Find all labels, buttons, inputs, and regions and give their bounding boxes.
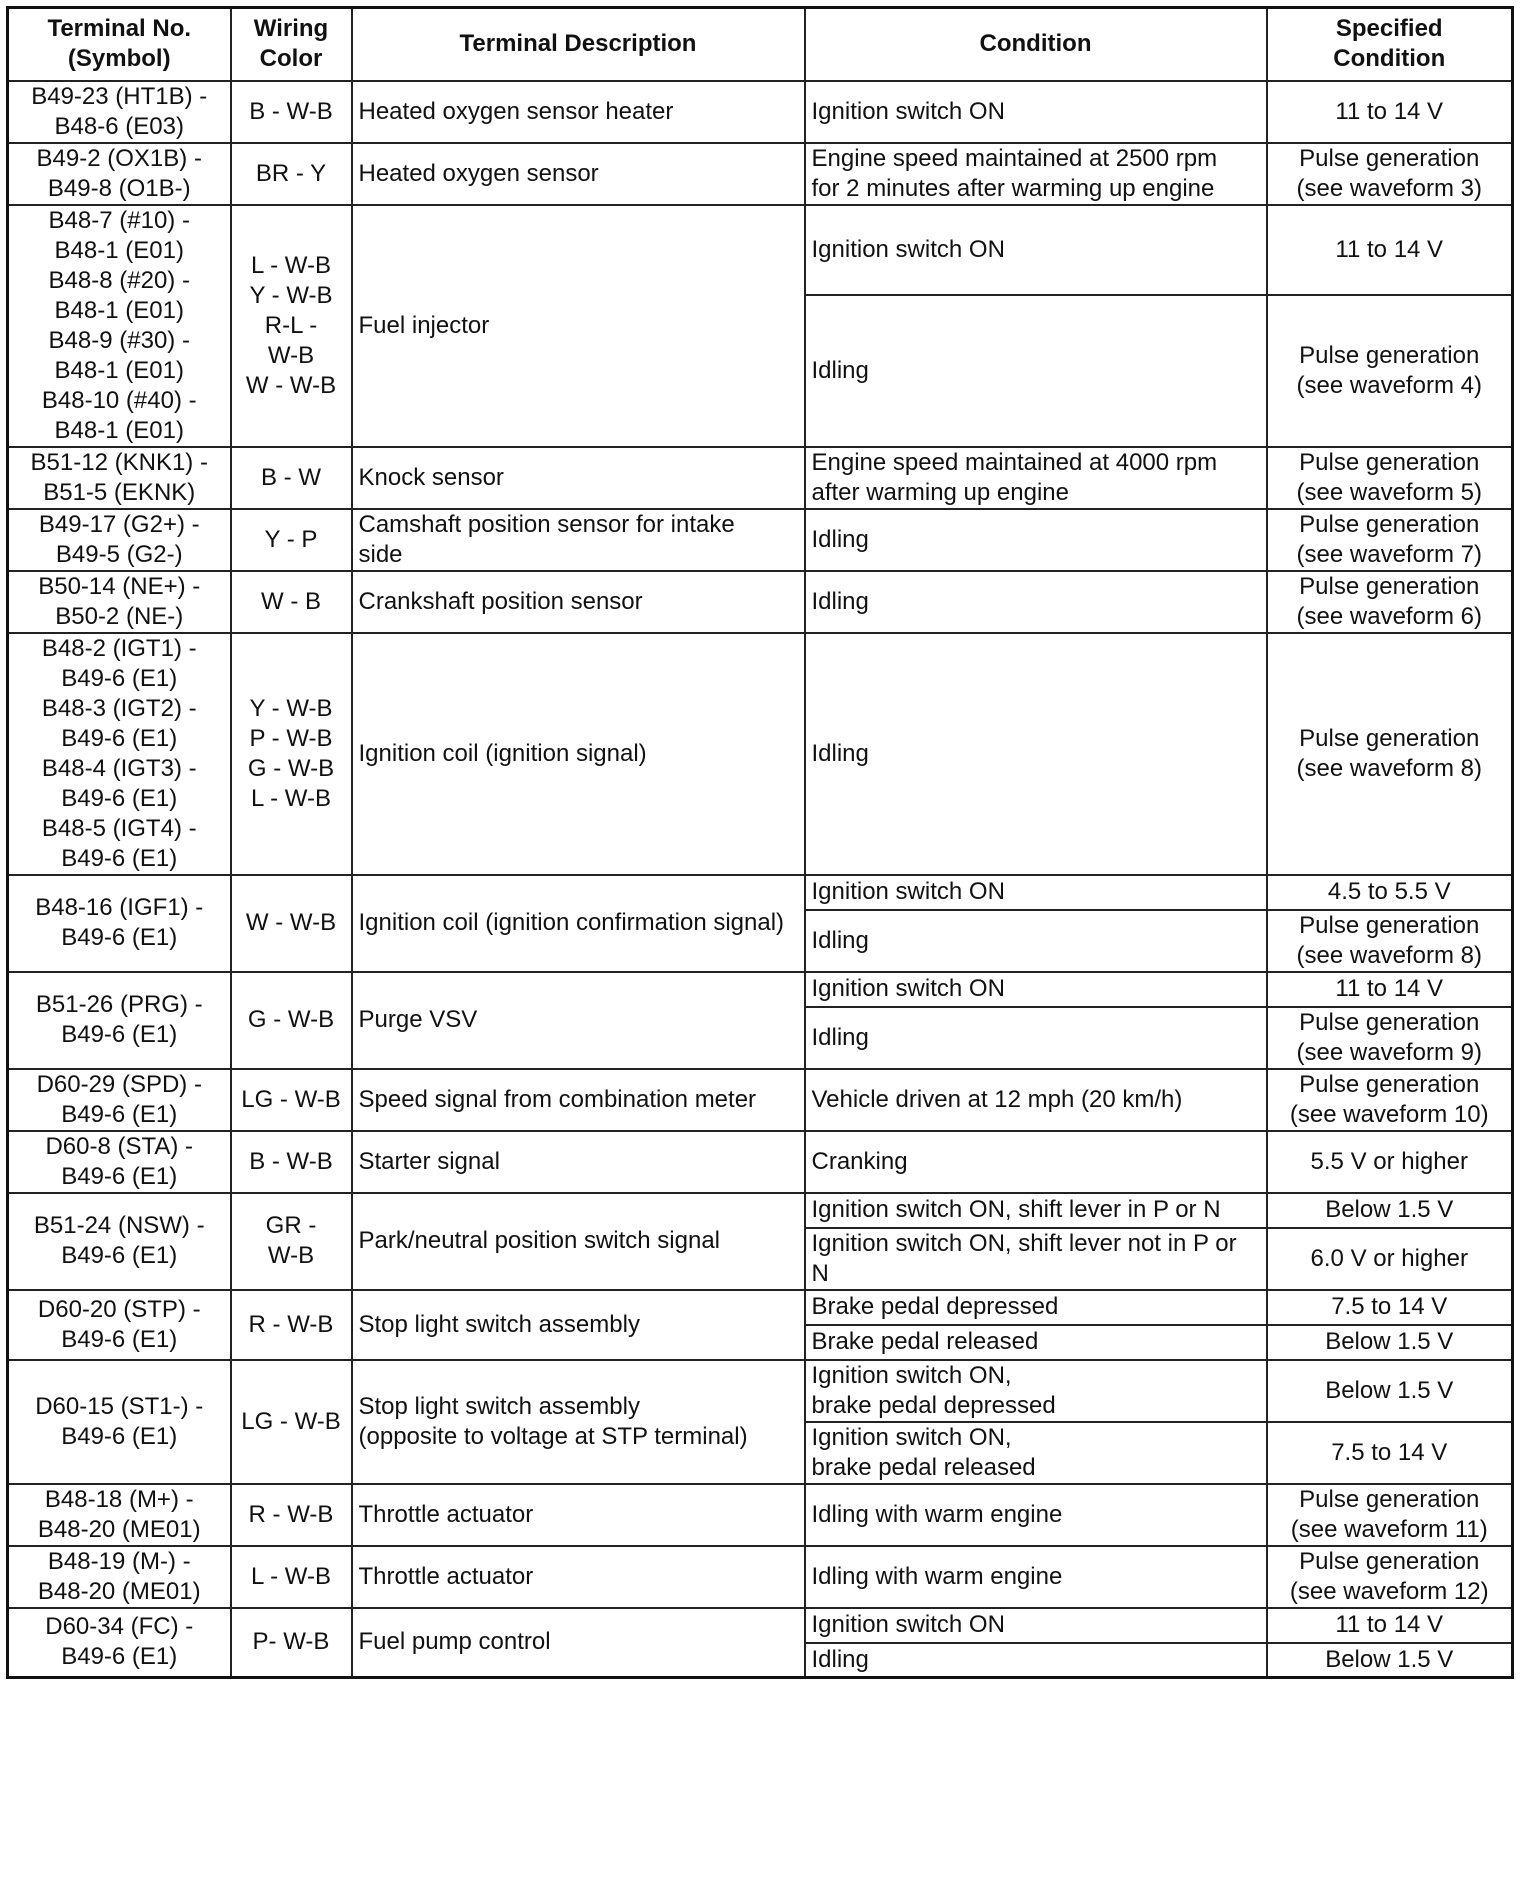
- text-line: Ignition coil (ignition signal): [358, 739, 647, 767]
- text-line: L - W-B: [250, 251, 331, 279]
- specified-condition-cell: [1267, 295, 1513, 446]
- specified-condition-cell: [1267, 447, 1513, 509]
- text-line: Knock sensor: [358, 463, 504, 491]
- text-line: B48-1 (E01): [54, 296, 184, 324]
- table-row: [8, 1069, 1513, 1131]
- text-line: Pulse generation: [1299, 341, 1480, 369]
- description-cell: [352, 1193, 805, 1290]
- condition-cell: [805, 571, 1267, 633]
- table-body: [8, 81, 1513, 1678]
- terminal-cell: [8, 571, 231, 633]
- text-line: Throttle actuator: [358, 1500, 534, 1528]
- condition-cell: [805, 81, 1267, 143]
- terminal-cell: [8, 633, 231, 875]
- terminal-cell: [8, 509, 231, 571]
- text-line: Brake pedal depressed: [811, 1293, 1059, 1320]
- text-line: B49-6 (E1): [61, 1242, 178, 1269]
- text-line: D60-15 (ST1-) -: [35, 1392, 204, 1420]
- text-line: B49-6 (E1): [61, 1162, 178, 1190]
- condition-cell: [805, 1325, 1267, 1360]
- header-terminal-no: [8, 8, 231, 81]
- terminal-cell: [8, 143, 231, 205]
- text-line: Purge VSV: [358, 1006, 478, 1033]
- text-line: Idling: [811, 926, 869, 954]
- text-line: Wiring: [253, 15, 329, 43]
- text-line: Pulse generation: [1299, 510, 1480, 538]
- text-line: (see waveform 9): [1296, 1038, 1482, 1066]
- text-line: Pulse generation: [1299, 448, 1480, 476]
- text-line: Ignition switch ON: [811, 235, 1005, 263]
- text-line: Idling with warm engine: [811, 1500, 1063, 1528]
- text-line: B48-7 (#10) -: [48, 206, 190, 234]
- table-row: [8, 205, 1513, 296]
- condition-cell: [805, 1131, 1267, 1193]
- text-line: Ignition switch ON, shift lever not in P or: [811, 1229, 1237, 1257]
- text-line: W - B: [261, 587, 321, 615]
- text-line: B49-5 (G2-): [55, 540, 183, 568]
- wiring-color-cell: [231, 143, 352, 205]
- text-line: Brake pedal released: [811, 1328, 1039, 1355]
- description-cell: [352, 1484, 805, 1546]
- terminal-cell: [8, 1290, 231, 1360]
- text-line: Pulse generation: [1299, 1070, 1480, 1098]
- text-line: Condition: [1333, 45, 1446, 73]
- condition-cell: [805, 1290, 1267, 1325]
- wiring-color-cell: [231, 1546, 352, 1608]
- specified-condition-cell: [1267, 1360, 1513, 1422]
- terminal-cell: [8, 205, 231, 447]
- condition-cell: [805, 143, 1267, 205]
- text-line: Condition: [979, 30, 1092, 58]
- text-line: B51-12 (KNK1) -: [30, 448, 208, 476]
- text-line: 11 to 14 V: [1335, 235, 1444, 263]
- header-wiring-color: [231, 8, 352, 81]
- wiring-color-cell: [231, 205, 352, 447]
- text-line: B48-2 (IGT1) -: [41, 634, 197, 662]
- text-line: Starter signal: [358, 1147, 500, 1175]
- terminal-cell: [8, 447, 231, 509]
- text-line: Heated oxygen sensor: [358, 159, 599, 187]
- text-line: (see waveform 3): [1296, 174, 1482, 202]
- condition-cell: [805, 972, 1267, 1007]
- text-line: Below 1.5 V: [1325, 1196, 1454, 1223]
- text-line: L - W-B: [250, 1562, 331, 1590]
- specified-condition-cell: [1267, 509, 1513, 571]
- text-line: R - W-B: [248, 1310, 334, 1338]
- text-line: B48-20 (ME01): [37, 1577, 201, 1605]
- specified-condition-cell: [1267, 1290, 1513, 1325]
- table-row: [8, 509, 1513, 571]
- text-line: Y - W-B: [249, 281, 333, 309]
- terminal-cell: [8, 1131, 231, 1193]
- condition-cell: [805, 1193, 1267, 1228]
- text-line: Specified: [1335, 15, 1443, 43]
- description-cell: [352, 1608, 805, 1678]
- text-line: B49-6 (E1): [61, 1021, 178, 1048]
- text-line: (see waveform 8): [1296, 941, 1482, 969]
- text-line: Park/neutral position switch signal: [358, 1227, 721, 1254]
- terminal-cell: [8, 1608, 231, 1678]
- specified-condition-cell: [1267, 633, 1513, 875]
- text-line: Pulse generation: [1299, 724, 1480, 752]
- text-line: B51-24 (NSW) -: [33, 1212, 205, 1239]
- specified-condition-cell: [1267, 571, 1513, 633]
- text-line: R-L -: [264, 311, 318, 339]
- specified-condition-cell: [1267, 1069, 1513, 1131]
- text-line: (see waveform 10): [1289, 1100, 1489, 1128]
- description-cell: [352, 205, 805, 447]
- text-line: Engine speed maintained at 4000 rpm: [811, 448, 1218, 476]
- description-cell: [352, 633, 805, 875]
- terminal-cell: [8, 81, 231, 143]
- terminal-cell: [8, 1069, 231, 1131]
- text-line: Idling: [811, 525, 869, 553]
- text-line: B50-2 (NE-): [55, 602, 184, 630]
- text-line: 6.0 V or higher: [1310, 1244, 1468, 1272]
- text-line: Vehicle driven at 12 mph (20 km/h): [811, 1085, 1183, 1113]
- text-line: Heated oxygen sensor heater: [358, 97, 674, 125]
- text-line: D60-34 (FC) -: [45, 1613, 194, 1641]
- text-line: Stop light switch assembly: [358, 1310, 640, 1338]
- text-line: Cranking: [811, 1147, 908, 1175]
- specified-condition-cell: [1267, 205, 1513, 296]
- text-line: (see waveform 7): [1296, 540, 1482, 568]
- text-line: B48-1 (E01): [54, 416, 184, 444]
- specified-condition-cell: [1267, 1193, 1513, 1228]
- text-line: G - W-B: [247, 1006, 335, 1033]
- text-line: B51-5 (EKNK): [43, 478, 196, 506]
- terminal-cell: [8, 972, 231, 1069]
- wiring-color-cell: [231, 1193, 352, 1290]
- text-line: W - W-B: [245, 371, 337, 399]
- text-line: side: [358, 540, 403, 568]
- text-line: Color: [259, 45, 323, 73]
- table-row: [8, 1193, 1513, 1228]
- text-line: Idling: [811, 739, 869, 767]
- condition-cell: [805, 1484, 1267, 1546]
- description-cell: [352, 1069, 805, 1131]
- description-cell: [352, 1546, 805, 1608]
- text-line: Ignition switch ON,: [811, 1423, 1012, 1451]
- text-line: R - W-B: [248, 1500, 334, 1528]
- text-line: B49-6 (E1): [61, 1100, 178, 1128]
- description-cell: [352, 447, 805, 509]
- text-line: B48-6 (E03): [54, 112, 184, 140]
- description-cell: [352, 143, 805, 205]
- text-line: B49-23 (HT1B) -: [31, 82, 208, 110]
- table-row: [8, 1608, 1513, 1643]
- description-cell: [352, 1290, 805, 1360]
- text-line: W-B: [267, 1242, 315, 1269]
- text-line: Below 1.5 V: [1325, 1645, 1454, 1673]
- header-row: [8, 8, 1513, 81]
- terminal-cell: [8, 875, 231, 972]
- condition-cell: [805, 910, 1267, 972]
- terminal-cell: [8, 1360, 231, 1484]
- text-line: B - W-B: [249, 1147, 333, 1175]
- description-cell: [352, 972, 805, 1069]
- text-line: B51-26 (PRG) -: [35, 991, 203, 1018]
- text-line: B48-20 (ME01): [37, 1515, 201, 1543]
- condition-cell: [805, 1069, 1267, 1131]
- condition-cell: [805, 1422, 1267, 1484]
- text-line: GR -: [265, 1212, 317, 1239]
- condition-cell: [805, 1643, 1267, 1678]
- condition-cell: [805, 447, 1267, 509]
- text-line: B49-6 (E1): [61, 1422, 178, 1450]
- specified-condition-cell: [1267, 1007, 1513, 1069]
- condition-cell: [805, 1007, 1267, 1069]
- text-line: 4.5 to 5.5 V: [1327, 878, 1451, 905]
- specified-condition-cell: [1267, 1546, 1513, 1608]
- text-line: BR - Y: [255, 159, 327, 187]
- specified-condition-cell: [1267, 1422, 1513, 1484]
- text-line: L - W-B: [250, 784, 331, 812]
- text-line: 11 to 14 V: [1335, 1611, 1444, 1638]
- text-line: B48-19 (M-) -: [47, 1547, 191, 1575]
- text-line: Pulse generation: [1299, 911, 1480, 939]
- specified-condition-cell: [1267, 143, 1513, 205]
- text-line: B49-17 (G2+) -: [38, 510, 200, 538]
- text-line: Pulse generation: [1299, 572, 1480, 600]
- text-line: B49-6 (E1): [61, 1325, 178, 1353]
- text-line: Idling: [811, 587, 869, 615]
- specified-condition-cell: [1267, 910, 1513, 972]
- text-line: (see waveform 12): [1289, 1577, 1489, 1605]
- specified-condition-cell: [1267, 1484, 1513, 1546]
- text-line: B49-6 (E1): [61, 724, 178, 752]
- text-line: Pulse generation: [1299, 1008, 1480, 1036]
- table-row: [8, 1360, 1513, 1422]
- condition-cell: [805, 1228, 1267, 1290]
- condition-cell: [805, 633, 1267, 875]
- wiring-color-cell: [231, 633, 352, 875]
- condition-cell: [805, 875, 1267, 910]
- text-line: Terminal Description: [459, 30, 697, 58]
- text-line: (see waveform 8): [1296, 754, 1482, 782]
- text-line: W - W-B: [245, 909, 337, 936]
- text-line: Engine speed maintained at 2500 rpm: [811, 144, 1218, 172]
- text-line: B - W-B: [249, 97, 333, 125]
- header-condition: [805, 8, 1267, 81]
- wiring-color-cell: [231, 1131, 352, 1193]
- description-cell: [352, 571, 805, 633]
- text-line: Ignition switch ON: [811, 878, 1005, 905]
- text-line: (see waveform 5): [1296, 478, 1482, 506]
- text-line: Ignition switch ON,: [811, 1361, 1012, 1389]
- wiring-color-cell: [231, 571, 352, 633]
- text-line: 7.5 to 14 V: [1331, 1438, 1448, 1466]
- text-line: 11 to 14 V: [1335, 97, 1444, 125]
- description-cell: [352, 81, 805, 143]
- table-row: [8, 1131, 1513, 1193]
- specified-condition-cell: [1267, 1325, 1513, 1360]
- wiring-color-cell: [231, 1360, 352, 1484]
- text-line: Idling: [811, 1645, 869, 1673]
- text-line: B48-8 (#20) -: [48, 266, 190, 294]
- specified-condition-cell: [1267, 1643, 1513, 1678]
- specified-condition-cell: [1267, 1608, 1513, 1643]
- specified-condition-cell: [1267, 81, 1513, 143]
- text-line: Pulse generation: [1299, 1485, 1480, 1513]
- text-line: (see waveform 4): [1296, 371, 1482, 399]
- table-row: [8, 143, 1513, 205]
- text-line: B48-16 (IGF1) -: [35, 894, 204, 921]
- text-line: Speed signal from combination meter: [358, 1085, 757, 1113]
- wiring-color-cell: [231, 1608, 352, 1678]
- description-cell: [352, 509, 805, 571]
- condition-cell: [805, 1546, 1267, 1608]
- text-line: B48-3 (IGT2) -: [41, 694, 197, 722]
- wiring-color-cell: [231, 509, 352, 571]
- text-line: D60-8 (STA) -: [45, 1132, 194, 1160]
- text-line: Idling: [811, 1023, 869, 1051]
- table-row: [8, 447, 1513, 509]
- text-line: Pulse generation: [1299, 1547, 1480, 1575]
- description-cell: [352, 875, 805, 972]
- text-line: Ignition switch ON: [811, 975, 1005, 1002]
- specified-condition-cell: [1267, 875, 1513, 910]
- wiring-color-cell: [231, 972, 352, 1069]
- table-row: [8, 81, 1513, 143]
- text-line: Y - P: [264, 525, 318, 553]
- text-line: D60-20 (STP) -: [37, 1295, 201, 1323]
- text-line: Fuel injector: [358, 311, 490, 339]
- text-line: (see waveform 11): [1290, 1515, 1488, 1543]
- text-line: Y - W-B: [249, 694, 333, 722]
- text-line: B49-6 (E1): [61, 924, 178, 951]
- text-line: LG - W-B: [241, 1085, 341, 1113]
- terminal-cell: [8, 1546, 231, 1608]
- text-line: B48-1 (E01): [54, 356, 184, 384]
- text-line: Throttle actuator: [358, 1562, 534, 1590]
- text-line: 7.5 to 14 V: [1331, 1293, 1448, 1320]
- terminal-table: [6, 6, 1514, 1679]
- wiring-color-cell: [231, 1069, 352, 1131]
- header-specified-condition: [1267, 8, 1513, 81]
- text-line: Stop light switch assembly: [358, 1392, 640, 1420]
- text-line: B49-8 (O1B-): [47, 174, 191, 202]
- text-line: N: [811, 1259, 829, 1287]
- table-row: [8, 1290, 1513, 1325]
- text-line: Below 1.5 V: [1325, 1376, 1454, 1404]
- specified-condition-cell: [1267, 1131, 1513, 1193]
- text-line: (opposite to voltage at STP terminal): [358, 1422, 748, 1450]
- condition-cell: [805, 1608, 1267, 1643]
- terminal-cell: [8, 1484, 231, 1546]
- text-line: Idling with warm engine: [811, 1562, 1063, 1590]
- specified-condition-cell: [1267, 1228, 1513, 1290]
- text-line: B48-4 (IGT3) -: [41, 754, 197, 782]
- text-line: B48-18 (M+) -: [44, 1485, 194, 1513]
- text-line: Terminal No.: [47, 15, 192, 43]
- wiring-color-cell: [231, 81, 352, 143]
- text-line: after warming up engine: [811, 478, 1069, 506]
- table-row: [8, 875, 1513, 910]
- text-line: (Symbol): [67, 45, 171, 73]
- text-line: D60-29 (SPD) -: [36, 1070, 202, 1098]
- text-line: 5.5 V or higher: [1310, 1147, 1468, 1175]
- text-line: Ignition switch ON: [811, 1611, 1005, 1638]
- text-line: brake pedal released: [811, 1453, 1036, 1481]
- text-line: P- W-B: [252, 1628, 330, 1656]
- wiring-color-cell: [231, 447, 352, 509]
- terminal-cell: [8, 1193, 231, 1290]
- text-line: B49-6 (E1): [61, 1643, 178, 1671]
- text-line: B49-2 (OX1B) -: [36, 144, 202, 172]
- text-line: LG - W-B: [241, 1407, 341, 1435]
- table-row: [8, 633, 1513, 875]
- text-line: Ignition switch ON: [811, 97, 1005, 125]
- text-line: brake pedal depressed: [811, 1391, 1056, 1419]
- text-line: B49-6 (E1): [61, 844, 178, 872]
- text-line: Fuel pump control: [358, 1628, 551, 1656]
- text-line: B49-6 (E1): [61, 784, 178, 812]
- text-line: B - W: [261, 463, 321, 491]
- text-line: Below 1.5 V: [1325, 1328, 1454, 1355]
- table-row: [8, 1484, 1513, 1546]
- condition-cell: [805, 205, 1267, 296]
- text-line: (see waveform 6): [1296, 602, 1482, 630]
- text-line: B48-10 (#40) -: [41, 386, 197, 414]
- text-line: B49-6 (E1): [61, 664, 178, 692]
- text-line: B48-1 (E01): [54, 236, 184, 264]
- condition-cell: [805, 295, 1267, 446]
- description-cell: [352, 1360, 805, 1484]
- text-line: B50-14 (NE+) -: [38, 572, 201, 600]
- text-line: for 2 minutes after warming up engine: [811, 174, 1215, 202]
- text-line: Crankshaft position sensor: [358, 587, 643, 615]
- table-row: [8, 571, 1513, 633]
- specified-condition-cell: [1267, 972, 1513, 1007]
- wiring-color-cell: [231, 1484, 352, 1546]
- wiring-color-cell: [231, 1290, 352, 1360]
- text-line: P - W-B: [249, 724, 333, 752]
- text-line: W-B: [267, 341, 315, 369]
- text-line: Camshaft position sensor for intake: [358, 510, 735, 538]
- condition-cell: [805, 1360, 1267, 1422]
- text-line: Idling: [811, 356, 869, 384]
- header-terminal-description: [352, 8, 805, 81]
- text-line: B48-9 (#30) -: [48, 326, 190, 354]
- text-line: Ignition switch ON, shift lever in P or N: [811, 1196, 1221, 1223]
- wiring-color-cell: [231, 875, 352, 972]
- text-line: Ignition coil (ignition confirmation signal): [358, 909, 785, 936]
- text-line: 11 to 14 V: [1335, 975, 1444, 1002]
- text-line: G - W-B: [247, 754, 335, 782]
- text-line: B48-5 (IGT4) -: [41, 814, 197, 842]
- description-cell: [352, 1131, 805, 1193]
- table-row: [8, 1546, 1513, 1608]
- text-line: Pulse generation: [1299, 144, 1480, 172]
- condition-cell: [805, 509, 1267, 571]
- table-row: [8, 972, 1513, 1007]
